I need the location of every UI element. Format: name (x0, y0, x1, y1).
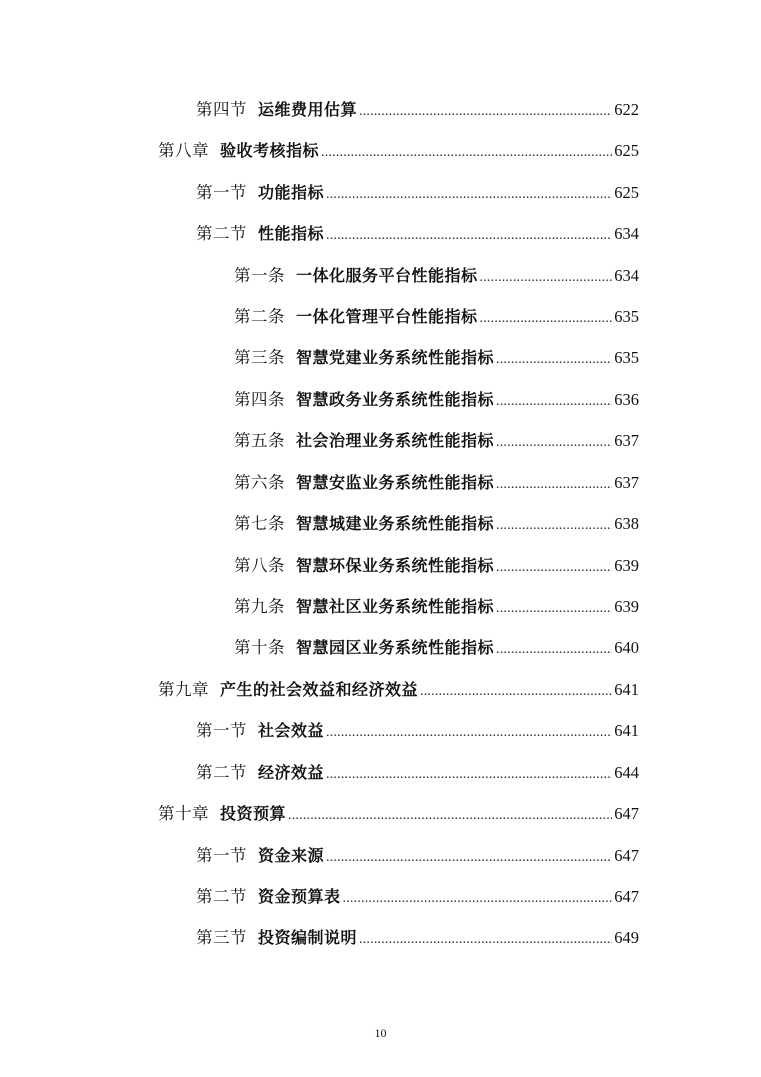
dot-leader (326, 720, 612, 746)
toc-entry-title: 智慧社区业务系统性能指标 (296, 597, 495, 616)
toc-entry-page: 647 (614, 846, 639, 865)
toc-entry-page: 638 (614, 514, 639, 533)
toc-entry-page: 622 (614, 100, 639, 119)
dot-leader (496, 347, 612, 373)
toc-entry-label: 第一节 (196, 183, 247, 202)
toc-entry-page: 625 (614, 141, 639, 160)
toc-entry-title: 社会效益 (258, 721, 325, 740)
toc-entry-label: 第一条 (234, 266, 285, 285)
toc-entry[interactable] (234, 345, 639, 371)
toc-entry-title: 运维费用估算 (258, 100, 358, 119)
dot-leader (326, 845, 612, 871)
toc-entry[interactable] (196, 760, 639, 786)
dot-leader (359, 927, 612, 953)
toc-entry[interactable] (234, 263, 639, 289)
dot-leader (326, 762, 612, 788)
toc-entry-page: 634 (614, 224, 639, 243)
toc-entry-title: 一体化管理平台性能指标 (296, 307, 478, 326)
toc-entry-title: 智慧政务业务系统性能指标 (296, 390, 495, 409)
toc-entry-title: 智慧城建业务系统性能指标 (296, 514, 495, 533)
toc-entry-title: 功能指标 (258, 183, 325, 202)
toc-entry-title: 一体化服务平台性能指标 (296, 266, 478, 285)
toc-entry-label: 第四节 (196, 100, 247, 119)
dot-leader (480, 306, 613, 332)
toc-entry-page: 639 (614, 556, 639, 575)
dot-leader (359, 99, 612, 125)
toc-entry-page: 641 (614, 680, 639, 699)
dot-leader (496, 637, 612, 663)
dot-leader (288, 803, 612, 829)
toc-entry-label: 第九条 (234, 597, 285, 616)
toc-entry-label: 第八条 (234, 556, 285, 575)
toc-entry-label: 第二节 (196, 887, 247, 906)
dot-leader (496, 513, 612, 539)
toc-entry-title: 智慧安监业务系统性能指标 (296, 473, 495, 492)
toc-entry-title: 资金预算表 (258, 887, 341, 906)
dot-leader (326, 223, 612, 249)
toc-entry-label: 第五条 (234, 431, 285, 450)
toc-entry[interactable] (196, 221, 639, 247)
toc-entry-title: 社会治理业务系统性能指标 (296, 431, 495, 450)
toc-entry-page: 634 (614, 266, 639, 285)
toc-entry-label: 第六条 (234, 473, 285, 492)
toc-entry[interactable] (196, 925, 639, 951)
toc-entry-label: 第二节 (196, 763, 247, 782)
toc-entry-label: 第八章 (158, 141, 209, 160)
page-number: 10 (374, 1026, 387, 1040)
toc-entry-label: 第三条 (234, 348, 285, 367)
toc-entry-page: 647 (614, 887, 639, 906)
toc-entry-label: 第二条 (234, 307, 285, 326)
toc-entry-title: 经济效益 (258, 763, 325, 782)
toc-entry-page: 625 (614, 183, 639, 202)
dot-leader (480, 265, 613, 291)
toc-entry[interactable] (234, 304, 639, 330)
toc-entry-page: 637 (614, 431, 639, 450)
toc-entry[interactable] (234, 511, 639, 537)
toc-entry[interactable] (196, 843, 639, 869)
toc-entry-page: 640 (614, 638, 639, 657)
dot-leader (496, 389, 612, 415)
dot-leader (326, 182, 612, 208)
toc-entry[interactable] (234, 635, 639, 661)
toc-entry-page: 649 (614, 928, 639, 947)
toc-entry-title: 性能指标 (258, 224, 325, 243)
toc-entry[interactable] (196, 718, 639, 744)
toc-entry-label: 第一节 (196, 721, 247, 740)
toc-entry-label: 第十章 (158, 804, 209, 823)
toc-entry-label: 第十条 (234, 638, 285, 657)
dot-leader (321, 140, 612, 166)
toc-entry-title: 资金来源 (258, 846, 325, 865)
toc-entry[interactable] (234, 553, 639, 579)
toc-entry[interactable] (158, 138, 639, 164)
toc-entry-page: 639 (614, 597, 639, 616)
toc-entry-label: 第九章 (158, 680, 209, 699)
toc-entry[interactable] (234, 428, 639, 454)
toc-entry-label: 第一节 (196, 846, 247, 865)
dot-leader (496, 555, 612, 581)
dot-leader (420, 679, 612, 705)
toc-entry-title: 产生的社会效益和经济效益 (220, 680, 419, 699)
toc-entry[interactable] (196, 97, 639, 123)
toc-entry[interactable] (158, 801, 639, 827)
toc-entry-label: 第三节 (196, 928, 247, 947)
toc-entry-page: 635 (614, 307, 639, 326)
toc-entry[interactable] (234, 594, 639, 620)
toc-entry-page: 644 (614, 763, 639, 782)
toc-entry-title: 验收考核指标 (220, 141, 320, 160)
toc-entry-label: 第七条 (234, 514, 285, 533)
toc-entry-page: 637 (614, 473, 639, 492)
toc-entry-page: 636 (614, 390, 639, 409)
toc-entry-label: 第四条 (234, 390, 285, 409)
dot-leader (496, 596, 612, 622)
dot-leader (496, 430, 612, 456)
toc-entry[interactable] (196, 884, 639, 910)
toc-entry[interactable] (158, 677, 639, 703)
toc-entry-page: 635 (614, 348, 639, 367)
toc-entry-title: 智慧党建业务系统性能指标 (296, 348, 495, 367)
toc-entry-page: 641 (614, 721, 639, 740)
toc-entry[interactable] (196, 180, 639, 206)
toc-entry-title: 投资编制说明 (258, 928, 358, 947)
dot-leader (343, 886, 613, 912)
toc-entry-page: 647 (614, 804, 639, 823)
toc-entry-title: 智慧环保业务系统性能指标 (296, 556, 495, 575)
toc-entry[interactable] (234, 387, 639, 413)
toc-entry-title: 智慧园区业务系统性能指标 (296, 638, 495, 657)
toc-entry[interactable] (234, 470, 639, 496)
toc-entry-title: 投资预算 (220, 804, 287, 823)
toc-entry-label: 第二节 (196, 224, 247, 243)
dot-leader (496, 472, 612, 498)
